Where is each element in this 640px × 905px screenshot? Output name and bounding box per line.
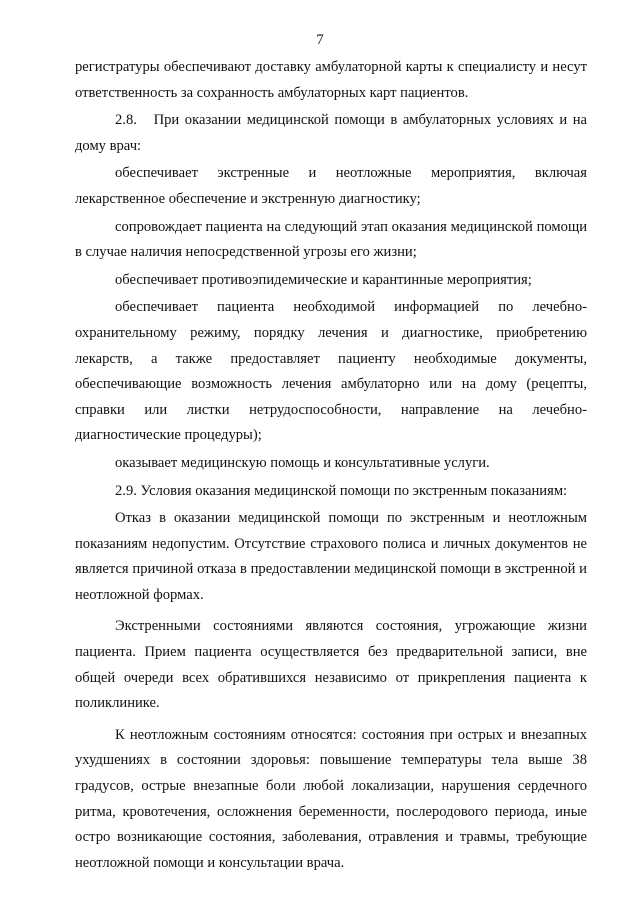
paragraph-escort-patient: сопровождает пациента на следующий этап оказания медицинской помощи в случае наличия непосредственной угрозы его жизни; (75, 218, 587, 261)
paragraph-registry-continuation: регистратуры обеспечивают доставку амбулаторной карты к специалисту и несут ответственность за сохранность амбулаторных карт пациентов. (75, 59, 587, 101)
paragraph-anti-epidemic: обеспечивает противоэпидемические и карантинные мероприятия; (115, 271, 532, 288)
paragraph-emergency-states: Экстренными состояниями являются состояния, угрожающие жизни пациента. Прием пациента осуществляется без предварительной записи, вне общей очереди всех обратившихся независимо от прикрепления пациента к поликлинике. (75, 618, 587, 712)
paragraph-2-8: 2.8. При оказании медицинской помощи в амбулаторных условиях и на дому врач: (75, 112, 587, 154)
paragraph-emergency-measures: обеспечивает экстренные и неотложные мероприятия, включая лекарственное обеспечение и экстренную диагностику; (75, 165, 587, 207)
paragraph-urgent-states: К неотложным состояниям относятся: состояния при острых и внезапных ухудшениях в состоянии здоровья: повышение температуры тела выше 38 градусов, острые внезапные боли любой локализации, нарушения сердечного ритма, кровотечения, осложнения беременности, послеродового периода, иные остро возникающие состояния, заболевания, отравления и травмы, требующие неотложной помощи и консультации врача. (75, 726, 587, 871)
document-body (75, 55, 587, 876)
paragraph-2-9: 2.9. Условия оказания медицинской помощи по экстренным показаниям: (115, 482, 568, 499)
paragraph-consultative-services: оказывает медицинскую помощь и консультативные услуги. (115, 454, 490, 471)
page-number: 7 (316, 32, 324, 48)
paragraph-patient-information: обеспечивает пациента необходимой информацией по лечебно-охранительному режиму, порядку лечения и диагностике, приобретению лекарств, а также предоставляет пациенту необходимые документы, обеспечивающие возможность лечения амбулаторно или на дому (рецепты, справки или листки нетрудоспособности, направление на лечебно-диагностические процедуры); (75, 299, 587, 444)
paragraph-refusal-inadmissible: Отказ в оказании медицинской помощи по экстренным и неотложным показаниям недопустим. Отсутствие страхового полиса и личных документов не является причиной отказа в предоставлении медицинской помощи в экстренной и неотложной формах. (75, 510, 587, 603)
